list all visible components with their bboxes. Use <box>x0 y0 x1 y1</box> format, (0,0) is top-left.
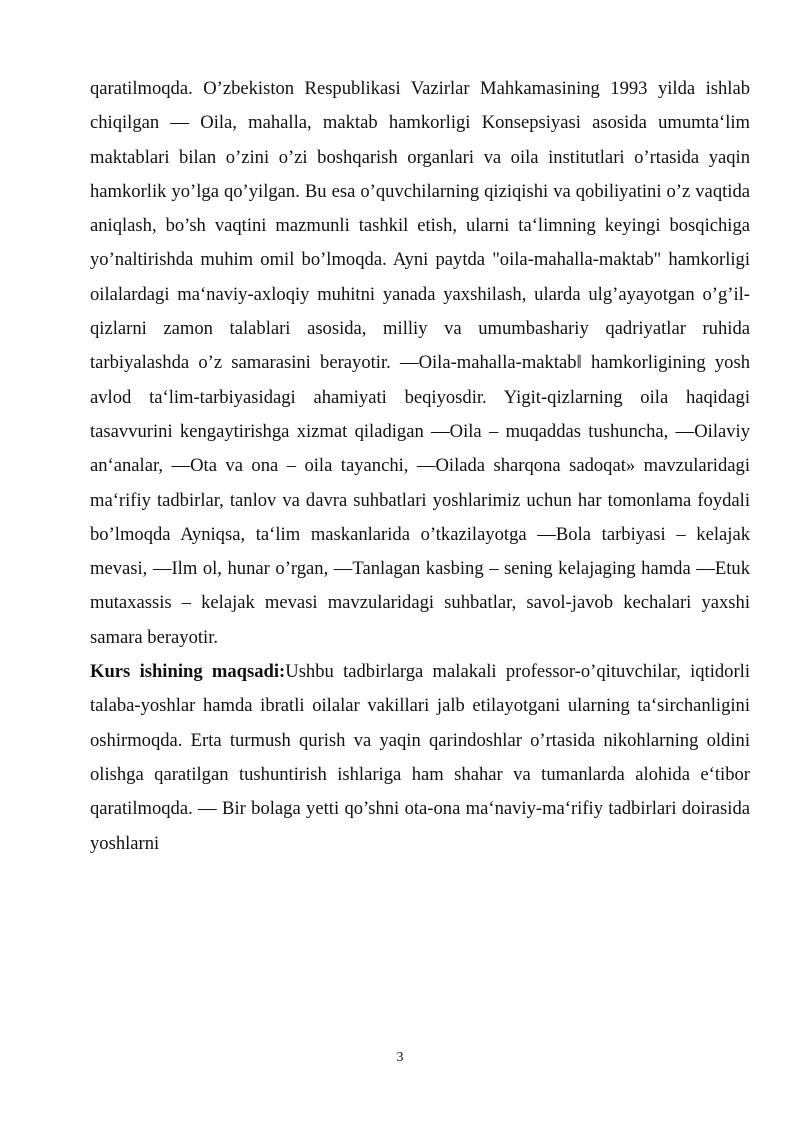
body-paragraph-text: Ushbu tadbirlarga malakali professor-o’qituvchilar, iqtidorli talaba-yoshlar hamda ibratli oilalar vakillari jalb etilayotgani ularning ta‘sirchanligini oshirmoqda. Erta turmush qurish va yaqin qarindoshlar o’rtasida nikohlarning oldini olishga qaratilgan tushuntirish ishlariga ham shahar va tumanlarda alohida e‘tibor qaratilmoqda. — Bir bolaga yetti qo’shni ota-ona ma‘naviy-ma‘rifiy tadbirlari doirasida yoshlarni <box>90 661 750 854</box>
page-number: 3 <box>396 1050 404 1065</box>
body-paragraph: qaratilmoqda. O’zbekiston Respublikasi Vazirlar Mahkamasining 1993 yilda ishlab chiqilgan — Oila, mahalla, maktab hamkorligi Konsepsiyasi asosida umumta‘lim maktablari bilan o’zini o’zi boshqarish organlari va oila institutlari o’rtasida yaqin hamkorlik yo’lga qo’yilgan. Bu esa o’quvchilarning qiziqishi va qobiliyatini o’z vaqtida aniqlash, bo’sh vaqtini mazmunli tashkil etish, ularni ta‘limning keyingi bosqichiga yo’naltirishda muhim omil bo’lmoqda. Ayni paytda "oila-mahalla-maktab" hamkorligi oilalardagi ma‘naviy-axloqiy muhitni yanada yaxshilash, ularda ulg’ayayotgan o’g’il-qizlarni zamon talablari asosida, milliy va umumbashariy qadriyatlar ruhida tarbiyalashda o’z samarasini berayotir. —Oila-mahalla-maktab‖ hamkorligining yosh avlod ta‘lim-tarbiyasidagi ahamiyati beqiyosdir. Yigit-qizlarning oila haqidagi tasavvurini kengaytirishga xizmat qiladigan —Oila – muqaddas tushuncha, —Oilaviy an‘analar, —Ota va ona – oila tayanchi, —Oilada sharqona sadoqat» mavzularidagi ma‘rifiy tadbirlar, tanlov va davra suhbatlari yoshlarimiz uchun har tomonlama foydali bo’lmoqda Ayniqsa, ta‘lim maskanlarida o’tkazilayotga —Bola tarbiyasi – kelajak mevasi, —Ilm ol, hunar o’rgan, —Tanlagan kasbing – sening kelajaging hamda —Etuk mutaxassis – kelajak mevasi mavzularidagi suhbatlar, savol-javob kechalari yaxshi samara berayotir. <box>90 78 750 648</box>
section-heading: Kurs ishining maqsadi: <box>90 661 286 683</box>
document-page <box>90 72 750 861</box>
body-paragraph-with-heading <box>90 655 750 861</box>
